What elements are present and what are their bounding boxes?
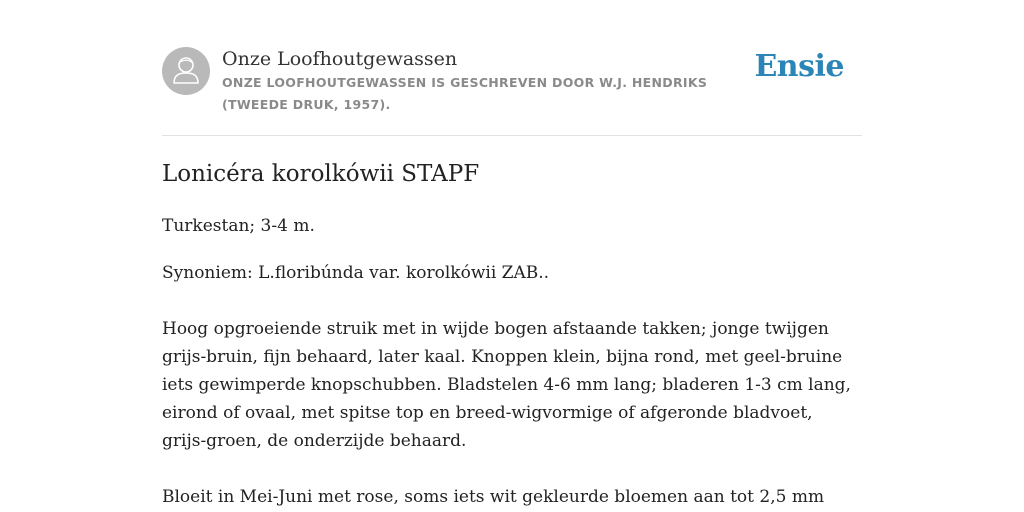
article-title: Lonicéra korolkówii STAPF — [162, 161, 480, 187]
ensie-logo[interactable]: Ensie — [754, 49, 844, 84]
article-paragraph: Turkestan; 3-4 m. — [162, 216, 315, 236]
source-title[interactable]: Onze Loofhoutgewassen — [222, 48, 458, 70]
user-avatar-icon[interactable] — [162, 47, 210, 95]
source-header — [162, 47, 862, 135]
header-divider — [162, 135, 862, 136]
article-paragraph: Bloeit in Mei-Juni met rose, soms iets wit gekleurde bloemen aan tot 2,5 mm — [162, 487, 825, 507]
source-description: ONZE LOOFHOUTGEWASSEN IS GESCHREVEN DOOR W.J. HENDRIKS (TWEEDE DRUK, 1957). — [222, 75, 708, 112]
article-paragraph: Synoniem: L.floribúnda var. korolkówii ZAB.. — [162, 263, 550, 283]
article-content — [162, 158, 862, 511]
article-paragraph: Hoog opgroeiende struik met in wijde bogen afstaande takken; jonge twijgen grijs-bruin, fijn behaard, later kaal. Knoppen klein, bijna rond, met geel-bruine iets gewimperde knopschubben. Bladstelen 4-6 mm lang; bladeren 1-3 cm lang, eirond of ovaal, met spitse top en breed-wigvormige of afgeronde bladvoet, grijs-groen, de onderzijde behaard. — [162, 319, 851, 451]
page — [162, 0, 862, 512]
